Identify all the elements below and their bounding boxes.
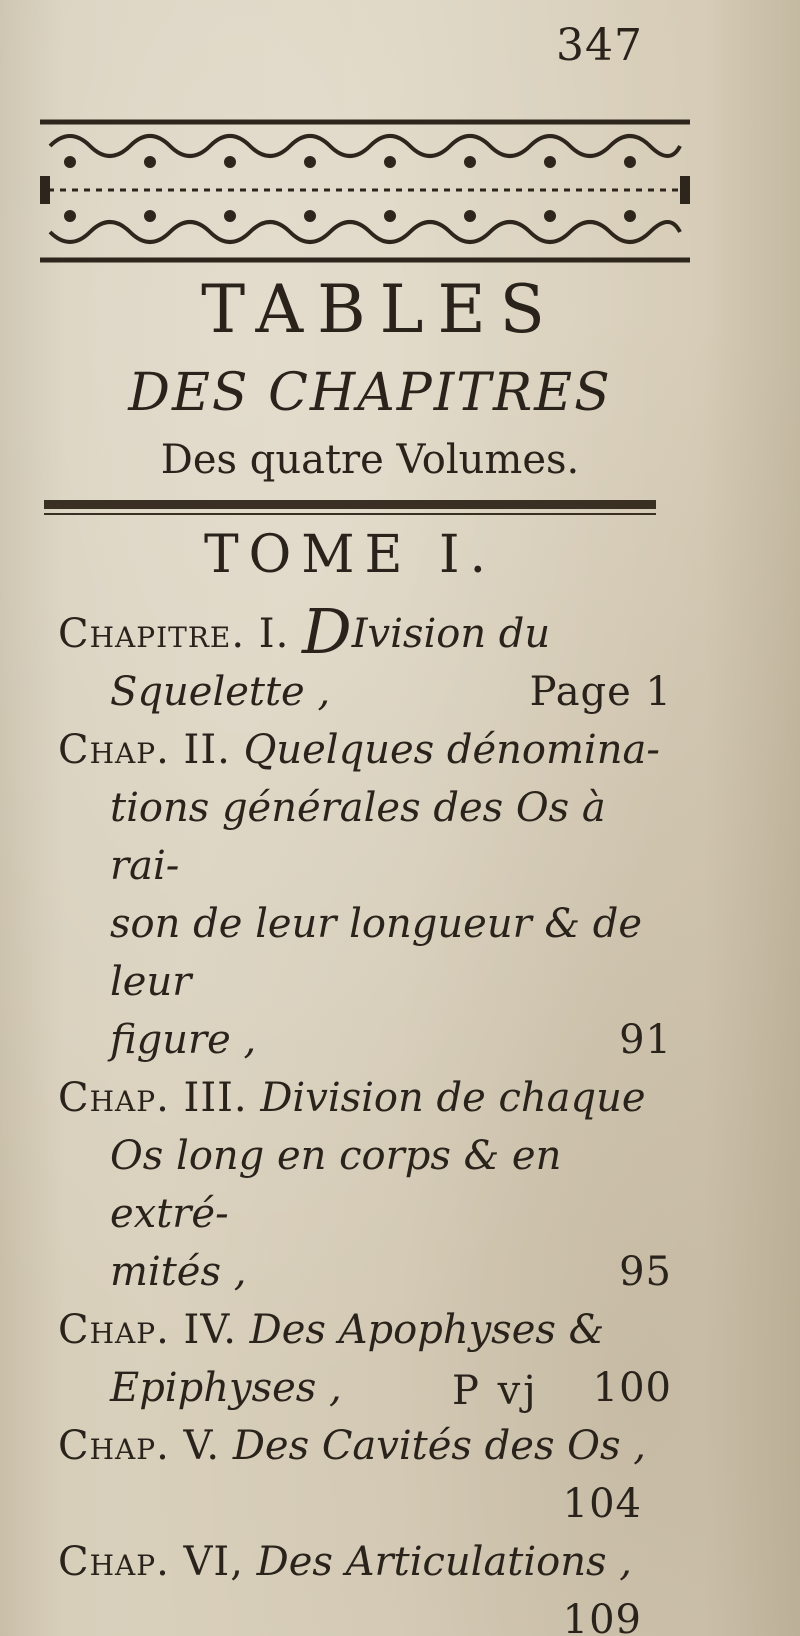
chapter-title: Ivision du bbox=[351, 611, 551, 657]
chapter-title: Des Apophyses & bbox=[249, 1307, 605, 1353]
decorative-border-ornament bbox=[30, 112, 700, 272]
chapter-title-continuation: tions générales des Os à rai- bbox=[110, 785, 606, 889]
chapter-label: Chapitre. I. bbox=[58, 611, 290, 657]
title-tables: TABLES bbox=[201, 271, 559, 348]
drop-capital: D bbox=[302, 595, 352, 668]
chapter-label: Chap. III. bbox=[58, 1075, 248, 1121]
chapter-label: Chap. IV. bbox=[58, 1307, 237, 1353]
chapter-label: Chap. II. bbox=[58, 727, 231, 773]
page-reference: 109 bbox=[562, 1597, 642, 1636]
chapter-title: Quelques dénomina- bbox=[243, 727, 660, 773]
page-reference: 91 bbox=[619, 1017, 672, 1063]
chapter-label: Chap. VI, bbox=[58, 1539, 244, 1585]
title-description: Des quatre Volumes. bbox=[160, 437, 580, 483]
chapter-title-end: figure , bbox=[110, 1017, 257, 1063]
chapter-title-continuation: Os long en corps & en extré- bbox=[110, 1133, 562, 1237]
page-reference: 95 bbox=[619, 1249, 672, 1295]
page-number: 347 bbox=[556, 20, 643, 71]
title-chapitres: DES CHAPITRES bbox=[128, 363, 612, 423]
page-reference: Page 1 bbox=[529, 669, 672, 715]
chapter-title-end: mités , bbox=[110, 1249, 247, 1295]
toc-entry bbox=[58, 1069, 678, 1301]
page-reference: 100 bbox=[592, 1365, 672, 1411]
divider-thick bbox=[44, 500, 656, 509]
page-reference: 104 bbox=[562, 1481, 642, 1527]
toc-entry bbox=[58, 1533, 678, 1636]
tome-heading: TOME I. bbox=[203, 525, 497, 585]
chapter-title-end: Epiphyses , bbox=[110, 1365, 342, 1411]
chapter-title: Division de chaque bbox=[260, 1075, 646, 1121]
signature-mark: P vj bbox=[452, 1368, 539, 1414]
table-of-contents bbox=[58, 595, 678, 1636]
chapter-title-end: Squelette , bbox=[110, 669, 331, 715]
chapter-title: Des Articulations , bbox=[256, 1539, 632, 1585]
chapter-label: Chap. V. bbox=[58, 1423, 221, 1469]
chapter-title: Des Cavités des Os , bbox=[232, 1423, 646, 1469]
divider-thin bbox=[44, 513, 656, 515]
toc-entry bbox=[58, 1417, 678, 1533]
toc-entry bbox=[58, 721, 678, 1069]
toc-entry bbox=[58, 1301, 678, 1417]
chapter-title-continuation: son de leur longueur & de leur bbox=[110, 901, 643, 1005]
toc-entry bbox=[58, 595, 678, 721]
